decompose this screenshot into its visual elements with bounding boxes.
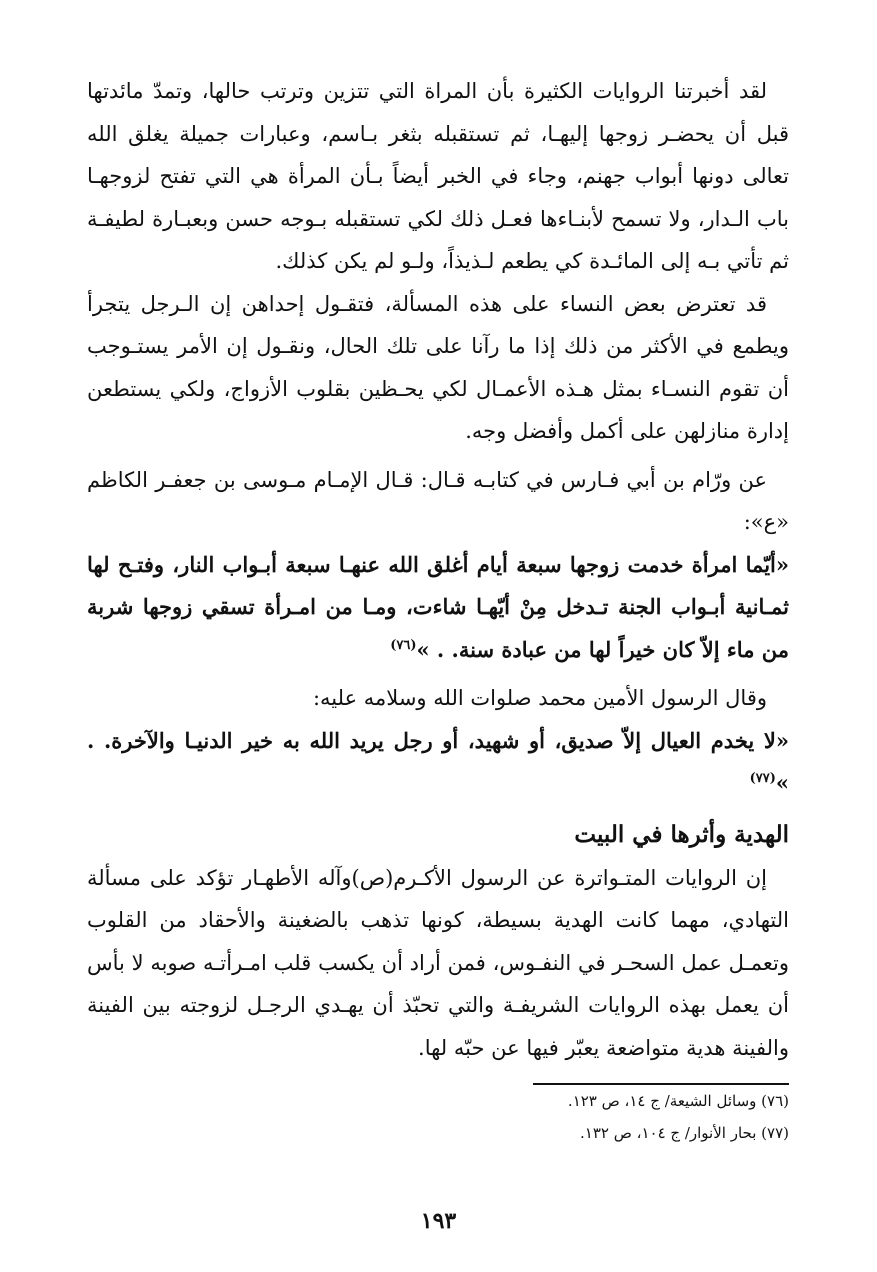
paragraph-5: إن الروايات المتـواترة عن الرسول الأكـرم(ص)وآله الأطهـار تؤكد على مسألة التهادي، مهما كانت الهدية بسيطة، كونها تذهب بالضغينة والأحقاد من القلوب وتعمـل عمل السحـر في النفـوس، فمن أراد أن يكسب قلب امـرأتـه صوبه لا بأس أن يعمل بهذه الروايات الشريفـة والتي تحبّذ أن يهـدي الرجـل لزوجته بين الفينة والفينة هدية متواضعة يعبّر فيها عن حبّه لها. — [87, 865, 789, 1060]
section-heading: الهدية وأثرها في البيت — [574, 820, 789, 848]
hadith-quote-1-text: «أيّما امرأة خدمت زوجها سبعة أيام أغلق الله عنهـا سبعة أبـواب النار، وفتـح لها ثمـانية أبـواب الجنة تـدخل مِنْ أيّهـا شاءت، ومـا من امـرأة تسقي زوجها شربة من ماء إلاّ كان خيراً لها من عبادة سنة. . » — [87, 551, 789, 662]
footnote-76: (٧٦) وسائل الشيعة/ ج ١٤، ص ١٢٣. — [567, 1092, 789, 1110]
footnote-ref-76: (٧٦) — [390, 637, 417, 653]
hadith-quote-2-text: «لا يخدم العيال إلاّ صديق، أو شهيد، أو رجل يريد الله به خير الدنيـا والآخرة. . » — [87, 727, 789, 795]
paragraph-2: قد تعترض بعض النساء على هذه المسألة، فتقـول إحداهن إن الـرجل يتجرأ ويطمع في الأكثر من ذلك إذا ما رآنا على تلك الحال، ونقـول إن الأمر يستـوجب أن تقوم النسـاء بمثل هـذه الأعمـال لكي يحـظين بقلوب الأزواج، ولكي يستطعن إدارة منازلهن على أكمل وأفضل وجه. — [87, 291, 789, 443]
paragraph-4: وقال الرسول الأمين محمد صلوات الله وسلامه عليه: — [312, 686, 767, 710]
paragraph-3: عن ورّام بن أبي فـارس في كتابـه قـال: قـال الإمـام مـوسى بن جعفـر الكاظم «ع»: — [87, 467, 789, 534]
page-number: ١٩٣ — [420, 1208, 457, 1234]
hadith-quote-1 — [87, 544, 789, 672]
footnote-77: (٧٧) بحار الأنوار/ ج ١٠٤، ص ١٣٢. — [579, 1124, 789, 1142]
hadith-quote-2 — [87, 720, 789, 805]
paragraph-1: لقد أخبرتنا الروايات الكثيرة بأن المراة التي تتزين وترتب حالها، وتمدّ مائدتها قبل أن يحضـر زوجها إليهـا، ثم تستقبله بثغر بـاسم، وعبارات جميلة يغلق الله تعالى دونها أبواب جهنم، وجاء في الخبر أيضاً بـأن المرأة هي التي تفتح لزوجهـا باب الـدار، ولا تسمح لأبنـاءها فعـل ذلك لكي تستقبله بـوجه حسن وبعبـارة لطيفـة ثم تأتي بـه إلى المائـدة كي يطعم لـذيذاً، ولـو لم يكن كذلك. — [87, 79, 789, 273]
page-body — [87, 70, 789, 1149]
footnote-ref-77: (٧٧) — [749, 771, 776, 786]
